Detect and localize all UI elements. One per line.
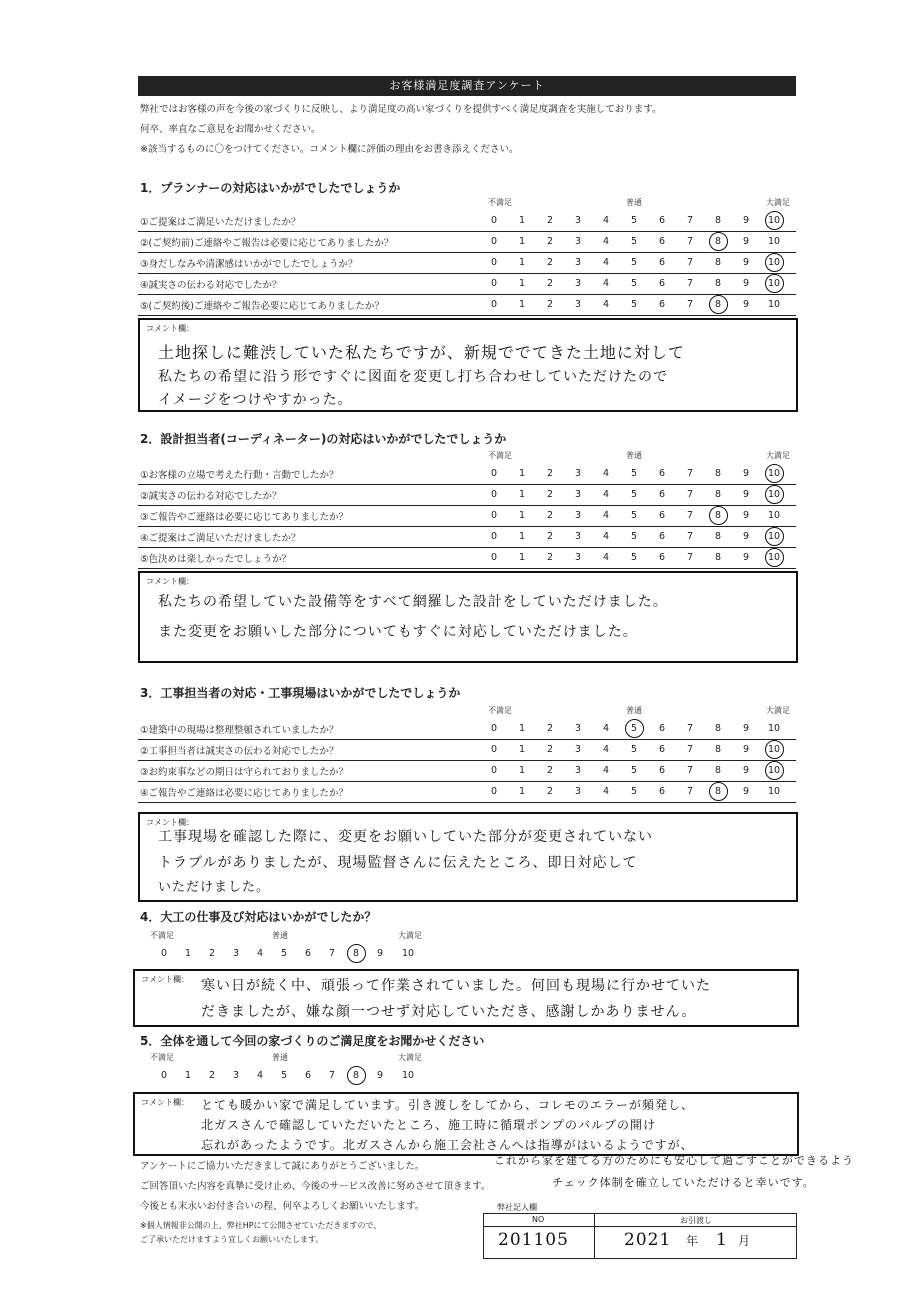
question-text: ④誠実さの伝わる対応でしたか？: [140, 280, 282, 291]
scale-mid: 普通: [272, 1053, 288, 1062]
question-text: ③お約束事などの期日は守られておりましたか？: [140, 767, 349, 778]
footer-line-2: ご回答頂いた内容を真摯に受け止め、今後のサービス改善に努めさせて頂きます。: [140, 1181, 491, 1192]
question-row: [138, 761, 796, 782]
rating-option[interactable]: 1: [518, 552, 526, 563]
office-use-label: 弊社記入欄: [497, 1203, 537, 1212]
scale-mid: 普通: [626, 706, 642, 715]
rating-option[interactable]: 5: [630, 744, 638, 755]
rating-option[interactable]: 3: [574, 299, 582, 310]
rating-option[interactable]: 3: [574, 744, 582, 755]
rating-option[interactable]: 10: [401, 948, 415, 959]
question-row: [138, 527, 796, 548]
rating-option[interactable]: 9: [742, 489, 750, 500]
rating-option[interactable]: 7: [686, 744, 694, 755]
rating-option[interactable]: 6: [658, 468, 666, 479]
comment-line: イメージをつけやすかった。: [158, 392, 353, 408]
rating-option[interactable]: 5: [630, 531, 638, 542]
comment-line: いただけました。: [158, 880, 271, 895]
rating-option[interactable]: 9: [742, 468, 750, 479]
rating-option[interactable]: 5: [630, 299, 638, 310]
rating-option[interactable]: 10: [767, 236, 781, 247]
rating-option-selected[interactable]: 8: [708, 786, 728, 797]
rating-option[interactable]: 0: [490, 236, 498, 247]
comment-line: 土地探しに難渋していた私たちですが、新規ででてきた土地に対して: [158, 343, 685, 362]
rating-option[interactable]: 6: [658, 215, 666, 226]
rating-option[interactable]: 4: [602, 236, 610, 247]
rating-option[interactable]: 0: [490, 786, 498, 797]
rating-option[interactable]: 0: [490, 257, 498, 268]
section-4-title: 4．大工の仕事及び対応はいかがでしたか？: [140, 910, 377, 924]
comment-line: 寒い日が続く中、頑張って作業されていました。何回も現場に行かせていた: [201, 978, 711, 994]
rating-option[interactable]: 3: [232, 1070, 240, 1081]
rating-option[interactable]: 8: [714, 552, 722, 563]
rating-option[interactable]: 3: [574, 257, 582, 268]
rating-option[interactable]: 6: [304, 1070, 312, 1081]
no-header: NO: [532, 1215, 545, 1224]
rating-option[interactable]: 9: [376, 1070, 384, 1081]
rating-option[interactable]: 1: [518, 489, 526, 500]
rating-option[interactable]: 8: [714, 765, 722, 776]
rating-option[interactable]: 4: [602, 744, 610, 755]
rating-option[interactable]: 3: [574, 278, 582, 289]
rating-option[interactable]: 6: [658, 278, 666, 289]
section-5-comment-box: [133, 1092, 799, 1156]
rating-option[interactable]: 0: [490, 765, 498, 776]
rating-option[interactable]: 3: [574, 215, 582, 226]
rating-option[interactable]: 6: [658, 723, 666, 734]
year-unit: 年: [686, 1234, 699, 1248]
rating-option-selected[interactable]: 5: [624, 723, 644, 734]
rating-option[interactable]: 9: [742, 257, 750, 268]
rating-option[interactable]: 9: [742, 510, 750, 521]
question-row: [138, 253, 796, 274]
rating-option[interactable]: 9: [742, 236, 750, 247]
scale-mid: 普通: [272, 931, 288, 940]
rating-option-selected[interactable]: 8: [708, 510, 728, 521]
rating-option[interactable]: 7: [686, 299, 694, 310]
section-4-scale: [0, 946, 920, 966]
question-row: [138, 782, 796, 803]
rating-option[interactable]: 8: [714, 723, 722, 734]
comment-line: だきましたが、嫌な顔一つせず対応していただき、感謝しかありません。: [201, 1004, 697, 1020]
rating-option[interactable]: 7: [686, 552, 694, 563]
rating-option[interactable]: 1: [518, 765, 526, 776]
scale-low: 不満足: [488, 198, 512, 207]
rating-option[interactable]: 0: [160, 1070, 168, 1081]
rating-option[interactable]: 7: [686, 236, 694, 247]
rating-option[interactable]: 2: [546, 278, 554, 289]
scale-mid: 普通: [626, 198, 642, 207]
section-3-comment-box: [138, 812, 798, 902]
section-2-title: 2．設計担当者(コーディネーター)の対応はいかがでしたでしょうか: [140, 432, 507, 446]
scale-low: 不満足: [150, 1053, 174, 1062]
question-row: [138, 232, 796, 253]
rating-option-selected[interactable]: 10: [764, 531, 784, 542]
rating-option[interactable]: 4: [256, 1070, 264, 1081]
comment-label: コメント欄：: [146, 818, 194, 827]
rating-option[interactable]: 0: [490, 278, 498, 289]
rating-option[interactable]: 6: [658, 531, 666, 542]
comment-line: 工事現場を確認した際に、変更をお願いしていた部分が変更されていない: [158, 829, 653, 845]
rating-option[interactable]: 1: [518, 723, 526, 734]
rating-option[interactable]: 4: [602, 531, 610, 542]
question-row: [138, 295, 796, 316]
rating-option[interactable]: 5: [630, 765, 638, 776]
rating-option[interactable]: 9: [376, 948, 384, 959]
rating-option[interactable]: 1: [518, 744, 526, 755]
privacy-line-2: ご了承いただけますよう宜しくお願いいたします。: [140, 1235, 324, 1244]
section-1-comment-box: [138, 318, 798, 412]
comment-line: 私たちの希望していた設備等をすべて網羅した設計をしていただけました。: [158, 594, 668, 610]
rating-option-selected[interactable]: 10: [764, 552, 784, 563]
rating-option[interactable]: 8: [714, 257, 722, 268]
rating-option[interactable]: 2: [208, 1070, 216, 1081]
rating-option[interactable]: 2: [546, 531, 554, 542]
rating-option[interactable]: 6: [658, 765, 666, 776]
rating-option[interactable]: 5: [630, 489, 638, 500]
rating-option[interactable]: 6: [658, 489, 666, 500]
rating-option[interactable]: 9: [742, 552, 750, 563]
rating-option[interactable]: 7: [328, 1070, 336, 1081]
rating-option[interactable]: 8: [714, 215, 722, 226]
rating-option[interactable]: 1: [518, 510, 526, 521]
question-text: ①お客様の立場で考えた行動・言動でしたか？: [140, 470, 339, 481]
rating-option[interactable]: 4: [602, 215, 610, 226]
rating-option[interactable]: 3: [232, 948, 240, 959]
rating-option[interactable]: 0: [490, 723, 498, 734]
rating-option[interactable]: 5: [630, 786, 638, 797]
comment-line: 北ガスさんで確認していただいたところ、施工時に循環ポンプのバルブの開け: [201, 1118, 657, 1132]
rating-option[interactable]: 1: [518, 236, 526, 247]
rating-option[interactable]: 7: [686, 786, 694, 797]
rating-option[interactable]: 5: [630, 552, 638, 563]
rating-option[interactable]: 6: [658, 236, 666, 247]
rating-option[interactable]: 0: [490, 531, 498, 542]
rating-option[interactable]: 10: [401, 1070, 415, 1081]
rating-option[interactable]: 4: [602, 278, 610, 289]
rating-option[interactable]: 5: [630, 236, 638, 247]
rating-option[interactable]: 3: [574, 786, 582, 797]
footer-line-1: アンケートにご協力いただきまして誠にありがとうございました。: [140, 1161, 425, 1172]
question-row: [138, 506, 796, 527]
rating-option-selected[interactable]: 8: [346, 948, 366, 959]
rating-option[interactable]: 5: [280, 1070, 288, 1081]
comment-label: コメント欄：: [146, 324, 194, 333]
rating-option[interactable]: 2: [546, 552, 554, 563]
rating-option[interactable]: 1: [518, 257, 526, 268]
rating-option[interactable]: 5: [630, 257, 638, 268]
rating-option[interactable]: 6: [658, 744, 666, 755]
rating-option-selected[interactable]: 10: [764, 257, 784, 268]
rating-option[interactable]: 2: [546, 236, 554, 247]
intro-line-1: 弊社ではお客様の声を今後の家づくりに反映し、より満足度の高い家づくりを提供すべく満足度調査を実施しております。: [140, 104, 662, 115]
scale-mid: 普通: [626, 451, 642, 460]
section-4-comment-box: [133, 969, 799, 1027]
rating-option[interactable]: 4: [602, 552, 610, 563]
rating-option[interactable]: 3: [574, 765, 582, 776]
question-row: [138, 464, 796, 485]
rating-option[interactable]: 5: [630, 468, 638, 479]
rating-option[interactable]: 9: [742, 744, 750, 755]
comment-overflow-line: これから家を建てる方のためにも安心して過ごすことができるよう: [494, 1154, 854, 1167]
rating-option[interactable]: 2: [546, 468, 554, 479]
rating-option[interactable]: 0: [490, 744, 498, 755]
rating-option[interactable]: 6: [658, 510, 666, 521]
rating-option[interactable]: 8: [714, 744, 722, 755]
rating-option[interactable]: 2: [546, 723, 554, 734]
rating-option[interactable]: 6: [304, 948, 312, 959]
rating-option[interactable]: 5: [630, 510, 638, 521]
comment-line: 忘れがあったようです。北ガスさんから施工会社さんへは指導がはいるようですが、: [201, 1138, 694, 1152]
scale-low: 不満足: [488, 451, 512, 460]
rating-option[interactable]: 9: [742, 765, 750, 776]
question-text: ①ご提案はご満足いただけましたか？: [140, 217, 301, 228]
rating-option[interactable]: 4: [602, 489, 610, 500]
question-row: [138, 485, 796, 506]
rating-option[interactable]: 9: [742, 215, 750, 226]
rating-option[interactable]: 3: [574, 236, 582, 247]
question-text: ④ご報告やご連絡は必要に応じてありましたか？: [140, 788, 349, 799]
comment-line: 私たちの希望に沿う形ですぐに図面を変更し打ち合わせしていただけたので: [158, 369, 668, 385]
rating-option[interactable]: 3: [574, 489, 582, 500]
question-row: [138, 740, 796, 761]
rating-option[interactable]: 7: [328, 948, 336, 959]
rating-option[interactable]: 5: [280, 948, 288, 959]
rating-option[interactable]: 8: [714, 531, 722, 542]
comment-label: コメント欄：: [141, 975, 189, 984]
rating-option[interactable]: 3: [574, 531, 582, 542]
section-3-title: 3．工事担当者の対応・工事現場はいかがでしたでしょうか: [140, 686, 461, 700]
rating-option-selected[interactable]: 10: [764, 489, 784, 500]
rating-option[interactable]: 10: [767, 299, 781, 310]
date-month: 1: [716, 1230, 728, 1250]
privacy-line-1: ※個人情報非公開の上、弊社HPにて公開させていただきますので、: [140, 1221, 382, 1230]
question-text: ②工事担当者は誠実さの伝わる対応でしたか？: [140, 746, 339, 757]
rating-option[interactable]: 6: [658, 552, 666, 563]
rating-option[interactable]: 4: [602, 257, 610, 268]
rating-option[interactable]: 0: [490, 215, 498, 226]
comment-line: トラブルがありましたが、現場監督さんに伝えたところ、即日対応して: [158, 855, 638, 871]
question-text: ⑤色決めは楽しかったでしょうか？: [140, 554, 292, 565]
rating-option[interactable]: 1: [184, 948, 192, 959]
date-year: 2021: [624, 1230, 672, 1250]
rating-option[interactable]: 2: [546, 744, 554, 755]
rating-option-selected[interactable]: 8: [708, 236, 728, 247]
comment-label: コメント欄：: [141, 1098, 189, 1107]
rating-option-selected[interactable]: 8: [346, 1070, 366, 1081]
intro-line-3: ※該当するものに〇をつけてください。コメント欄に評価の理由をお書き添えください。: [140, 144, 519, 155]
rating-option[interactable]: 1: [184, 1070, 192, 1081]
rating-option[interactable]: 1: [518, 786, 526, 797]
rating-option[interactable]: 1: [518, 299, 526, 310]
office-use-box: [483, 1213, 797, 1259]
scale-low: 不満足: [488, 706, 512, 715]
rating-option[interactable]: 5: [630, 215, 638, 226]
rating-option[interactable]: 1: [518, 468, 526, 479]
comment-line: また変更をお願いした部分についてもすぐに対応していただけました。: [158, 624, 638, 640]
rating-option[interactable]: 0: [490, 510, 498, 521]
comment-label: コメント欄：: [146, 577, 194, 586]
rating-option[interactable]: 0: [160, 948, 168, 959]
question-row: [138, 719, 796, 740]
question-text: ⑤(ご契約後)ご連絡やご報告必要に応じてありましたか？: [140, 301, 384, 312]
rating-option[interactable]: 2: [546, 510, 554, 521]
rating-option[interactable]: 2: [546, 257, 554, 268]
rating-option[interactable]: 10: [767, 786, 781, 797]
rating-option[interactable]: 9: [742, 278, 750, 289]
comment-line: とても暖かい家で満足しています。引き渡しをしてから、コレモのエラーが頻発し、: [201, 1098, 695, 1112]
scale-high: 大満足: [766, 706, 790, 715]
rating-option[interactable]: 10: [767, 723, 781, 734]
rating-option[interactable]: 7: [686, 468, 694, 479]
scale-high: 大満足: [398, 931, 422, 940]
rating-option[interactable]: 2: [546, 489, 554, 500]
rating-option[interactable]: 0: [490, 299, 498, 310]
rating-option-selected[interactable]: 10: [764, 765, 784, 776]
comment-overflow-line: チェック体制を確立していただけると幸いです。: [552, 1176, 815, 1189]
rating-option[interactable]: 7: [686, 257, 694, 268]
question-text: ④ご提案はご満足いただけましたか？: [140, 533, 301, 544]
rating-option[interactable]: 7: [686, 765, 694, 776]
section-1-title: 1．プランナーの対応はいかがでしたでしょうか: [140, 181, 401, 195]
question-text: ②(ご契約前)ご連絡やご報告は必要に応じてありましたか？: [140, 238, 394, 249]
rating-option[interactable]: 6: [658, 299, 666, 310]
rating-option[interactable]: 7: [686, 215, 694, 226]
rating-option[interactable]: 2: [546, 215, 554, 226]
rating-option[interactable]: 7: [686, 531, 694, 542]
rating-option[interactable]: 9: [742, 786, 750, 797]
question-text: ③ご報告やご連絡は必要に応じてありましたか？: [140, 512, 349, 523]
rating-option-selected[interactable]: 10: [764, 744, 784, 755]
intro-line-2: 何卒、率直なご意見をお聞かせください。: [140, 124, 321, 135]
rating-option[interactable]: 8: [714, 489, 722, 500]
scale-low: 不満足: [150, 931, 174, 940]
rating-option[interactable]: 4: [602, 299, 610, 310]
rating-option[interactable]: 2: [546, 765, 554, 776]
rating-option[interactable]: 6: [658, 786, 666, 797]
question-text: ③身だしなみや清潔感はいかがでしたでしょうか？: [140, 259, 358, 270]
rating-option[interactable]: 7: [686, 723, 694, 734]
rating-option[interactable]: 7: [686, 489, 694, 500]
rating-option[interactable]: 7: [686, 278, 694, 289]
rating-option[interactable]: 6: [658, 257, 666, 268]
question-row: [138, 548, 796, 569]
rating-option[interactable]: 9: [742, 299, 750, 310]
section-5-scale: [0, 1068, 920, 1088]
rating-option[interactable]: 9: [742, 531, 750, 542]
page-title: お客様満足度調査アンケート: [138, 76, 796, 96]
rating-option[interactable]: 4: [256, 948, 264, 959]
rating-option-selected[interactable]: 10: [764, 278, 784, 289]
rating-option[interactable]: 4: [602, 765, 610, 776]
rating-option[interactable]: 4: [602, 468, 610, 479]
scale-high: 大満足: [766, 198, 790, 207]
rating-option[interactable]: 10: [767, 510, 781, 521]
rating-option[interactable]: 8: [714, 468, 722, 479]
rating-option[interactable]: 0: [490, 489, 498, 500]
question-row: [138, 211, 796, 232]
rating-option[interactable]: 7: [686, 510, 694, 521]
month-unit: 月: [738, 1234, 751, 1248]
scale-high: 大満足: [398, 1053, 422, 1062]
rating-option-selected[interactable]: 10: [764, 468, 784, 479]
date-header: お引渡し: [680, 1216, 712, 1225]
no-value: 201105: [498, 1230, 569, 1250]
rating-option[interactable]: 3: [574, 723, 582, 734]
rating-option[interactable]: 3: [574, 552, 582, 563]
rating-option[interactable]: 4: [602, 786, 610, 797]
rating-option[interactable]: 5: [630, 278, 638, 289]
scale-high: 大満足: [766, 451, 790, 460]
rating-option[interactable]: 0: [490, 552, 498, 563]
rating-option[interactable]: 3: [574, 468, 582, 479]
rating-option[interactable]: 2: [546, 299, 554, 310]
rating-option[interactable]: 3: [574, 510, 582, 521]
rating-option[interactable]: 2: [546, 786, 554, 797]
question-text: ②誠実さの伝わる対応でしたか？: [140, 491, 282, 502]
footer-line-3: 今後とも末永いお付き合いの程、何卒よろしくお願いいたします。: [140, 1201, 425, 1212]
rating-option[interactable]: 1: [518, 531, 526, 542]
section-5-title: 5．全体を通して今回の家づくりのご満足度をお聞かせください: [140, 1034, 485, 1048]
rating-option[interactable]: 8: [714, 278, 722, 289]
rating-option-selected[interactable]: 8: [708, 299, 728, 310]
rating-option[interactable]: 1: [518, 278, 526, 289]
question-row: [138, 274, 796, 295]
rating-option-selected[interactable]: 10: [764, 215, 784, 226]
rating-option[interactable]: 1: [518, 215, 526, 226]
rating-option[interactable]: 4: [602, 510, 610, 521]
rating-option[interactable]: 0: [490, 468, 498, 479]
section-2-comment-box: [138, 571, 798, 663]
rating-option[interactable]: 2: [208, 948, 216, 959]
rating-option[interactable]: 4: [602, 723, 610, 734]
question-text: ①建築中の現場は整理整頓されていましたか？: [140, 725, 339, 736]
rating-option[interactable]: 9: [742, 723, 750, 734]
